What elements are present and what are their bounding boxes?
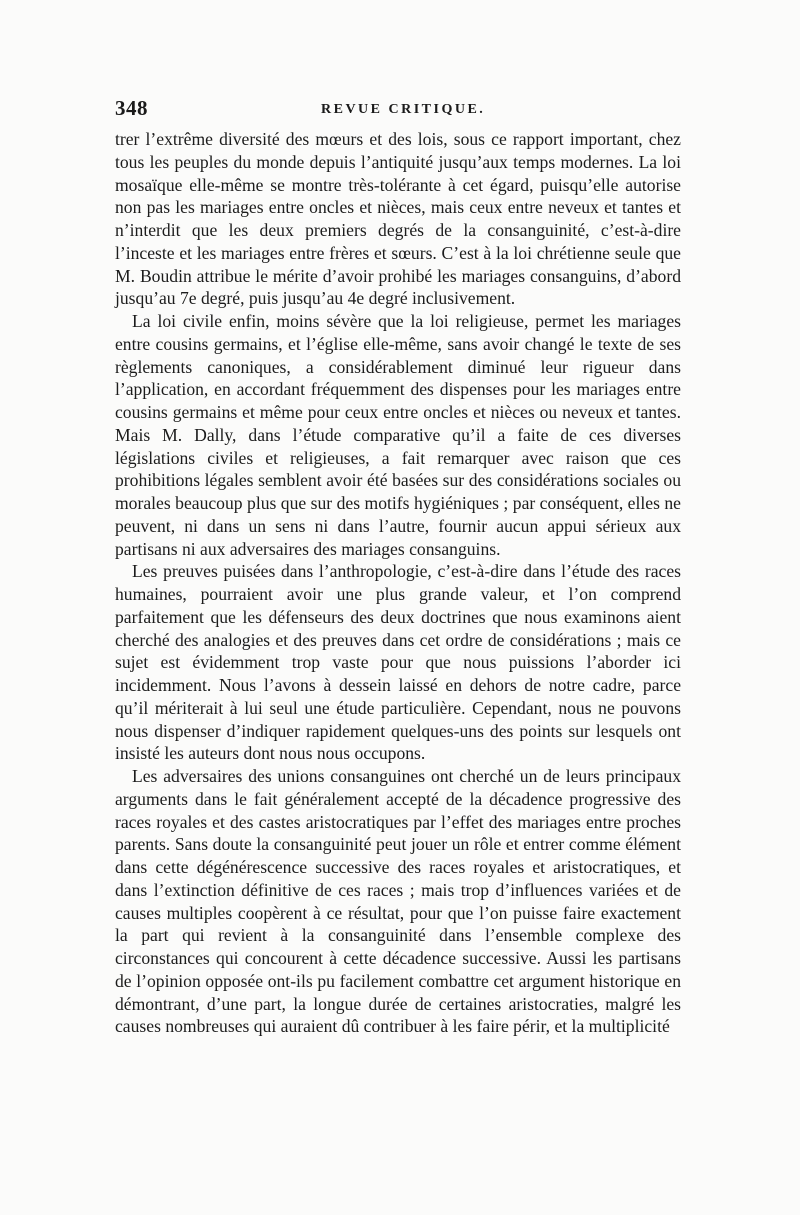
- page-number: 348: [115, 96, 148, 120]
- running-head: [115, 96, 681, 124]
- paragraph-adversaries: Les adversaires des unions consanguines ont cherché un de leurs principaux arguments dans le fait généralement accepté de la décadence progressive des races royales et des castes aristocratiques par l’effet des mariages entre proches parents. Sans doute la consanguinité peut jouer un rôle et entrer comme élément dans cette dégénérescence successive des races royales et aristocratiques, et dans l’extinction définitive de ces races ; mais trop d’influences variées et de causes multiples coopèrent à ce résultat, pour que l’on puisse faire exactement la part qui revient à la consanguinité dans l’ensemble complexe des circonstances qui concourent à cette décadence successive. Aussi les partisans de l’opinion opposée ont-ils pu facilement combattre cet argument historique en démontrant, d’une part, la longue durée de certaines aristocraties, malgré les causes nombreuses qui auraient dû contribuer à les faire périr, et la multiplicité: [115, 766, 681, 1037]
- paragraph-continued: trer l’extrême diversité des mœurs et des lois, sous ce rapport important, chez tous les peuples du monde depuis l’antiquité jusqu’aux temps modernes. La loi mosaïque elle-même se montre très-tolérante à cet égard, puisqu’elle autorise non pas les mariages entre oncles et nièces, mais ceux entre neveux et tantes et n’interdit que les deux premiers degrés de la consanguinité, c’est-à-dire l’inceste et les mariages entre frères et sœurs. C’est à la loi chrétienne seule que M. Boudin attribue le mérite d’avoir prohibé les mariages consanguins, d’abord jusqu’au 7e degré, puis jusqu’au 4e degré inclusivement.: [115, 129, 681, 309]
- journal-title: REVUE CRITIQUE.: [321, 102, 486, 117]
- paragraph-civil-law: La loi civile enfin, moins sévère que la loi religieuse, permet les mariages entre cousins germains, et l’église elle-même, sans avoir changé le texte de ses règlements canoniques, a considérablement diminué leur rigueur dans l’application, en accordant fréquemment des dispenses pour les mariages entre cousins germains et même pour ceux entre oncles et nièces ou neveux et tantes. Mais M. Dally, dans l’étude comparative qu’il a faite de ces diverses législations civiles et religieuses, a fait remarquer avec raison que ces prohibitions légales semblent avoir été basées sur des considérations sociales ou morales beaucoup plus que sur des motifs hygiéniques ; par conséquent, elles ne peuvent, ni dans un sens ni dans l’autre, fournir aucun appui sérieux aux partisans ni aux adversaires des mariages consanguins.: [115, 311, 681, 559]
- paragraph-anthropology: Les preuves puisées dans l’anthropologie, c’est-à-dire dans l’étude des races humaines, pourraient avoir une plus grande valeur, et l’on comprend parfaitement que les défenseurs des deux doctrines que nous examinons aient cherché des analogies et des preuves dans cet ordre de considérations ; mais ce sujet est évidemment trop vaste pour que nous puissions l’aborder ici incidemment. Nous l’avons à dessein laissé en dehors de notre cadre, parce qu’il mériterait à lui seul une étude particulière. Cependant, nous ne pouvons nous dispenser d’indiquer rapidement quelques-uns des points sur lesquels ont insisté les auteurs dont nous nous occupons.: [115, 561, 681, 764]
- body-text: [115, 128, 681, 1038]
